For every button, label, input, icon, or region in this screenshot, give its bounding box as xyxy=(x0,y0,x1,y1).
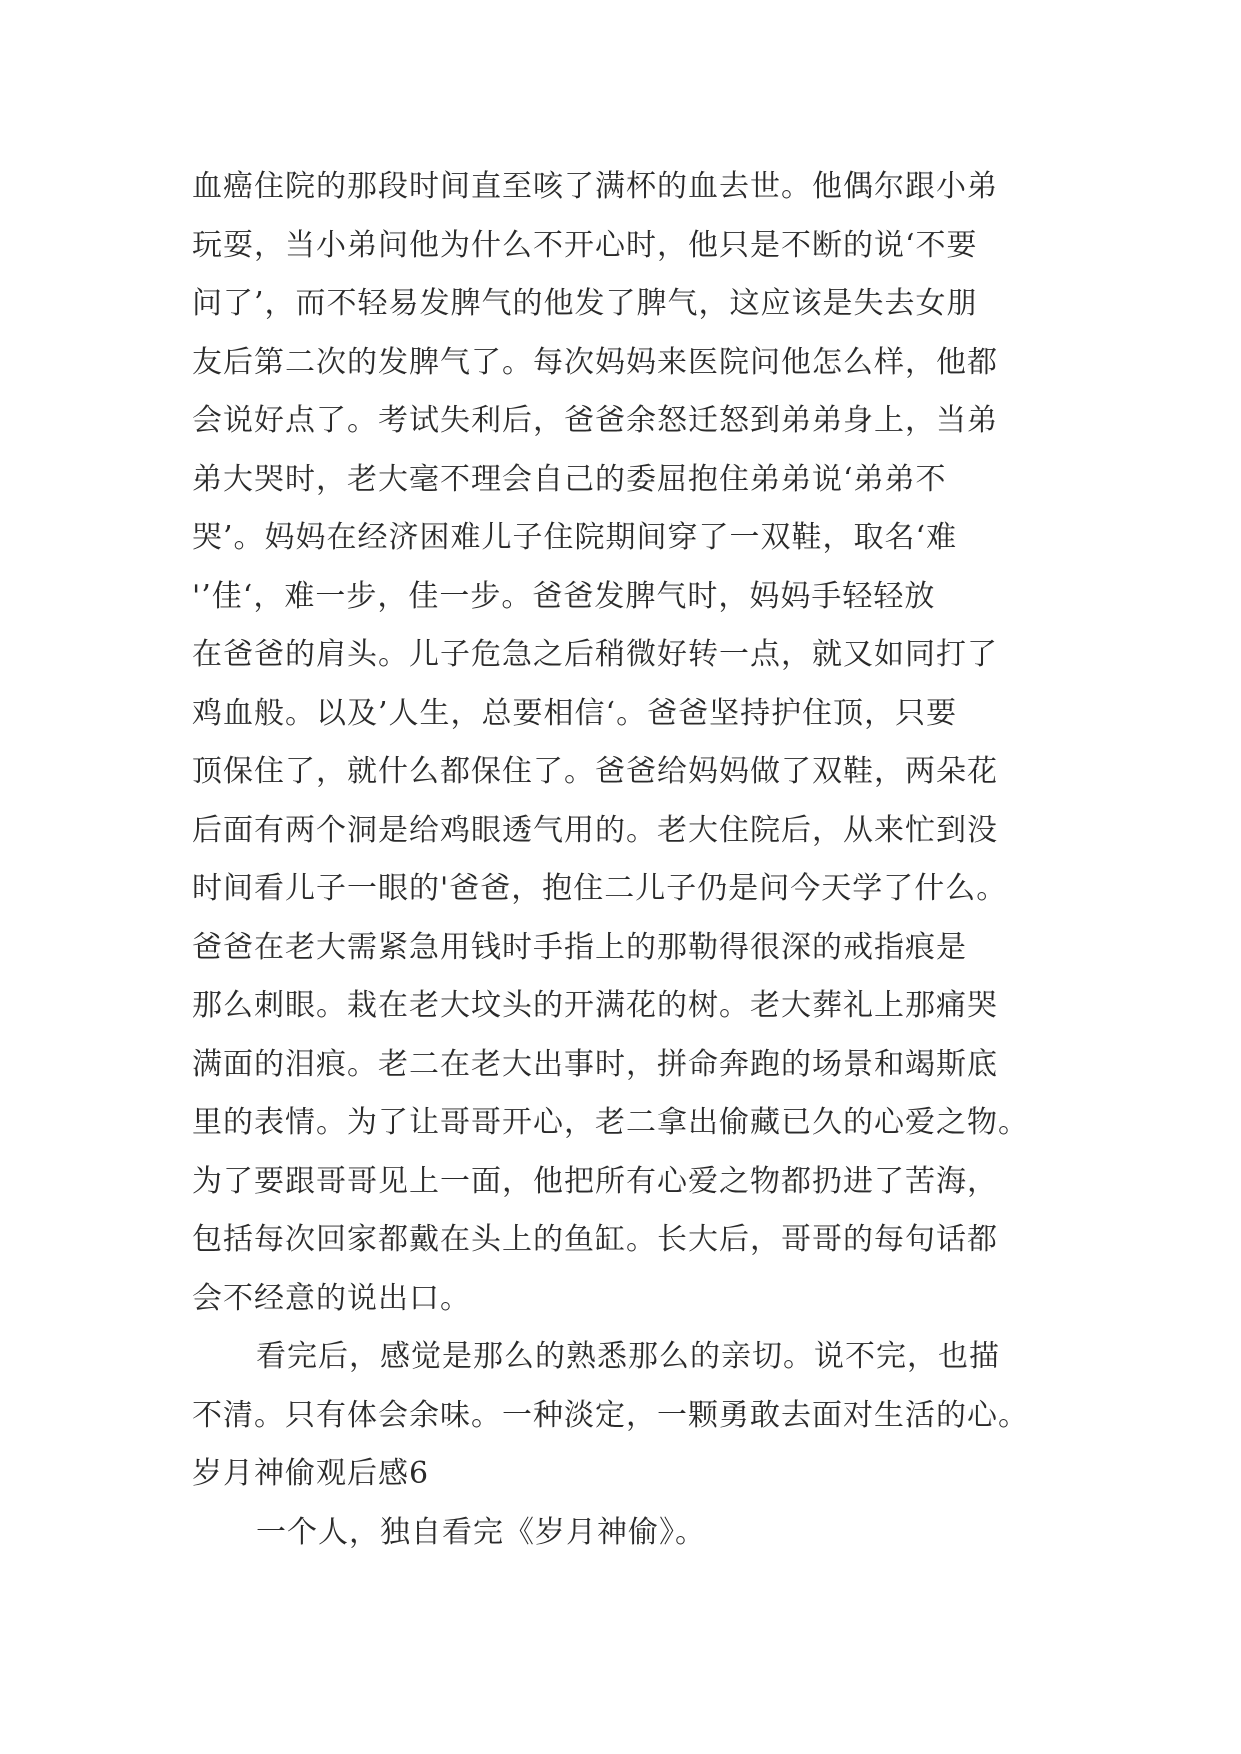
text-line: 包括每次回家都戴在头上的鱼缸。长大后，哥哥的每句话都 xyxy=(192,1222,998,1257)
text-line: 友后第二次的发脾气了。每次妈妈来医院问他怎么样，他都 xyxy=(192,344,998,380)
text-line: 在爸爸的肩头。儿子危急之后稍微好转一点，就又如同打了 xyxy=(192,637,998,672)
document-body xyxy=(192,158,1072,1562)
text-line: '’佳‘，难一步，佳一步。爸爸发脾气时，妈妈手轻轻放 xyxy=(192,578,936,614)
text-line: 顶保住了，就什么都保住了。爸爸给妈妈做了双鞋，两朵花 xyxy=(192,754,998,789)
text-line: 鸡血般。以及’人生，总要相信‘。爸爸坚持护住顶，只要 xyxy=(192,695,958,731)
text-line: 会不经意的说出口。 xyxy=(192,1280,471,1316)
text-line: 满面的泪痕。老二在老大出事时，拼命奔跑的场景和竭斯底 xyxy=(192,1046,998,1082)
text-line: 那么刺眼。栽在老大坟头的开满花的树。老大葬礼上那痛哭 xyxy=(192,988,998,1023)
text-line: 后面有两个洞是给鸡眼透气用的。老大住院后，从来忙到没 xyxy=(192,812,998,848)
section-heading: 岁月神偷观后感6 xyxy=(192,1456,430,1491)
text-line: 为了要跟哥哥见上一面，他把所有心爱之物都扔进了苦海， xyxy=(192,1163,998,1199)
text-line: 会说好点了。考试失利后，爸爸余怒迁怒到弟弟身上，当弟 xyxy=(192,403,998,438)
paragraph-first-line: 看完后，感觉是那么的熟悉那么的亲切。说不完，也描 xyxy=(256,1339,1000,1374)
text-line: 爸爸在老大需紧急用钱时手指上的那勒得很深的戒指痕是 xyxy=(192,929,967,965)
text-line: 里的表情。为了让哥哥开心，老二拿出偷藏已久的心爱之物。 xyxy=(192,1105,1029,1140)
text-line: 时间看儿子一眼的'爸爸，抱住二儿子仍是问今天学了什么。 xyxy=(192,871,1008,906)
text-line: 不清。只有体会余味。一种淡定，一颗勇敢去面对生活的心。 xyxy=(192,1397,1029,1433)
text-line: 血癌住院的那段时间直至咳了满杯的血去世。他偶尔跟小弟 xyxy=(192,169,998,204)
paragraph-first-line: 一个人，独自看完《岁月神偷》。 xyxy=(256,1514,706,1550)
text-line: 哭’。妈妈在经济困难儿子住院期间穿了一双鞋，取名‘难 xyxy=(192,520,958,555)
text-line: 玩耍，当小弟问他为什么不开心时，他只是不断的说‘不要 xyxy=(192,227,978,263)
text-line: 弟大哭时，老大毫不理会自己的委屈抱住弟弟说‘弟弟不 xyxy=(192,461,947,497)
text-line: 问了’，而不轻易发脾气的他发了脾气，这应该是失去女朋 xyxy=(192,286,978,321)
